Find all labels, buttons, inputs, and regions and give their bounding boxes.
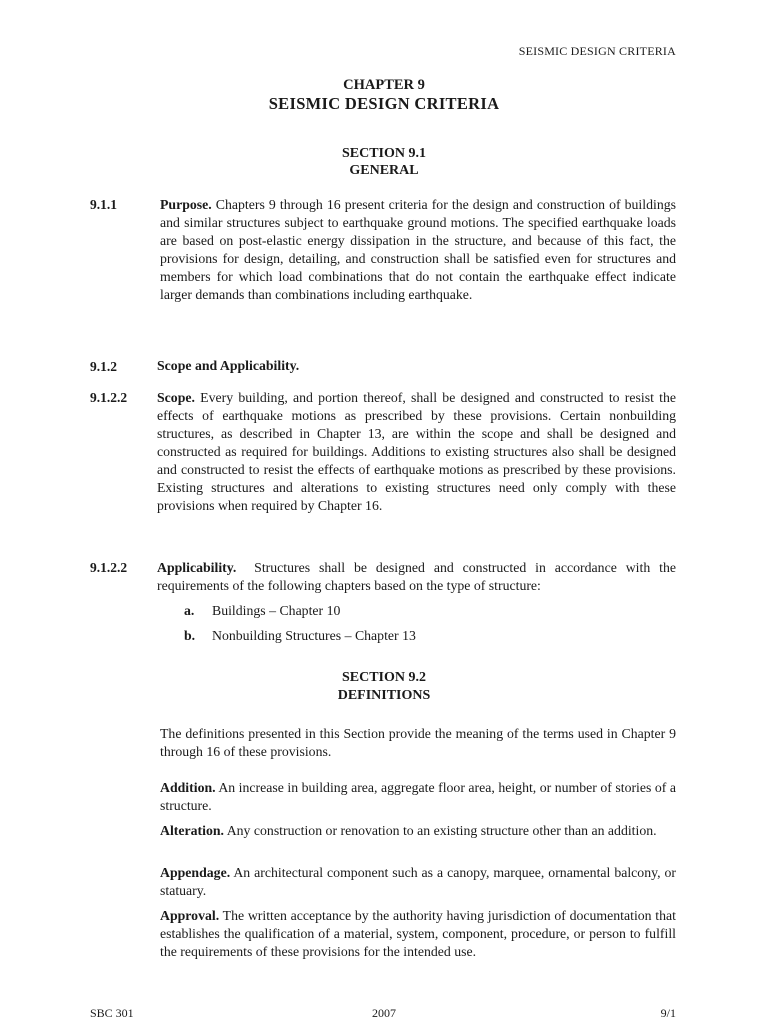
definition-alteration	[160, 822, 676, 840]
definition-item	[160, 907, 676, 961]
running-header: SEISMIC DESIGN CRITERIA	[518, 44, 676, 58]
section-9-2-title: DEFINITIONS	[337, 688, 431, 703]
definition-text: Any construction or renovation to an existing structure other than an addition.	[224, 823, 657, 838]
section-9-1-number: SECTION 9.1	[341, 146, 427, 161]
definition-appendage	[160, 864, 676, 900]
clause-9-1-2-2-scope-number: 9.1.2.2	[90, 390, 128, 405]
footer-center: 2007	[372, 1006, 396, 1020]
clause-9-1-1-text: Chapters 9 through 16 present criteria for the design and construction of buildings and similar structures subject to earthquake ground motions. The specified earthquake loads are based on post-elastic energy dissipation in the structure, and because of this fact, the provisions for design, detailing, and construction shall be satisfied even for structures and members for which load combinations that do not contain the earthquake effect indicate larger demands than combinations including earthquake.	[160, 197, 676, 302]
clause-9-1-1-paragraph	[160, 196, 676, 304]
list-item-text: Buildings – Chapter 10	[212, 603, 341, 618]
definition-item	[160, 864, 676, 900]
clause-9-1-2-2-applicability-number: 9.1.2.2	[90, 560, 128, 575]
definition-term: Alteration.	[160, 823, 224, 838]
definition-addition	[160, 779, 676, 815]
clause-applicability-paragraph	[157, 559, 680, 595]
clause-scope-term: Scope.	[157, 390, 195, 405]
chapter-label: CHAPTER 9	[343, 77, 425, 93]
clause-9-1-1-number: 9.1.1	[90, 197, 117, 212]
clause-9-1-1-term: Purpose.	[160, 197, 212, 212]
definition-text: An increase in building area, aggregate floor area, height, or number of stories of a structure.	[160, 780, 676, 813]
clause-scope-paragraph	[157, 389, 676, 515]
clause-9-1-2-heading: Scope and Applicability.	[157, 358, 300, 373]
list-item	[184, 603, 340, 619]
definition-approval	[160, 907, 676, 961]
footer-left: SBC 301	[90, 1006, 134, 1020]
definition-term: Approval.	[160, 908, 220, 923]
list-item-mark: b.	[184, 628, 196, 643]
footer-page-number: 9/1	[660, 1006, 676, 1020]
definition-term: Appendage.	[160, 865, 231, 880]
chapter-title: SEISMIC DESIGN CRITERIA	[268, 94, 500, 113]
clause-applicability-text: Structures shall be designed and constructed in accordance with the requirements of the following chapters based on the type of structure:	[157, 560, 680, 593]
section-9-2-number: SECTION 9.2	[341, 670, 427, 685]
clause-9-1-2-number: 9.1.2	[90, 359, 117, 374]
list-item-mark: a.	[184, 603, 195, 618]
definition-term: Addition.	[160, 780, 216, 795]
definition-text: An architectural component such as a canopy, marquee, ornamental balcony, or statuary.	[160, 865, 676, 898]
clause-applicability-term: Applicability.	[157, 560, 237, 575]
list-item-text: Nonbuilding Structures – Chapter 13	[212, 628, 416, 643]
list-item	[184, 628, 416, 644]
definition-text: The written acceptance by the authority having jurisdiction of documentation that establishes the qualification of a material, system, component, procedure, or person to fulfill the requirements of these provisions for the intended use.	[160, 908, 676, 959]
definitions-intro: The definitions presented in this Section provide the meaning of the terms used in Chapter 9 through 16 of these provisions.	[160, 726, 676, 759]
definition-item	[160, 779, 676, 815]
clause-scope-text: Every building, and portion thereof, shall be designed and constructed to resist the effects of earthquake motions as prescribed by these provisions. Certain nonbuilding structures, as described in Chapter 13, are within the scope and shall be designed and constructed as required for buildings. Additions to existing structures also shall be designed and constructed to resist the effects of earthquake motions as prescribed by these provisions. Existing structures and alterations to existing structures need only comply with these provisions when required by Chapter 16.	[157, 390, 676, 513]
section-9-1-title: GENERAL	[349, 163, 419, 178]
definition-item	[160, 822, 676, 840]
